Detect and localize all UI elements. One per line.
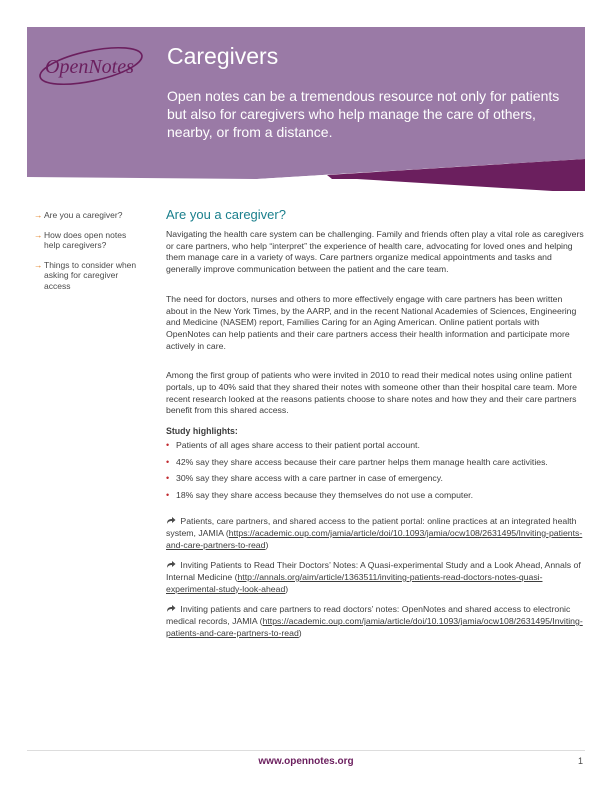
opennotes-logo[interactable] — [37, 41, 145, 91]
share-arrow-icon — [166, 560, 176, 569]
bullet-icon: • — [166, 456, 170, 467]
list-item-text: 30% say they share access with a care partner in case of emergency. — [176, 473, 443, 484]
list-item-text: Patients of all ages share access to their patient portal account. — [176, 440, 420, 451]
page-number: 1 — [578, 756, 584, 766]
study-highlights-title: Study highlights: — [166, 426, 238, 437]
reference-link[interactable]: https://academic.oup.com/jamia/article/doi/10.1093/jamia/ocw108/2631495/Inviting-patients-and-care-partners-to-read — [166, 527, 583, 550]
footer-website-link[interactable]: www.opennotes.org — [258, 756, 354, 767]
share-arrow-icon — [166, 516, 176, 525]
sidebar-item-are-you-a-caregiver[interactable] — [34, 210, 144, 221]
list-item-text: 18% say they share access because they themselves do not use a computer. — [176, 489, 473, 500]
footer-divider — [27, 750, 585, 751]
sidebar-item-label: Are you a caregiver? — [44, 210, 123, 220]
svg-text:OpenNotes: OpenNotes — [45, 56, 134, 78]
bullet-icon: • — [166, 489, 170, 500]
list-item — [166, 457, 584, 469]
paragraph: Navigating the health care system can be challenging. Family and friends often play a vital role as caregivers or care partners, who help “interpret” the experience of health care, advocating for loved ones and helping them manage care in a variety of ways. Care partners organize medical appointments and tasks and generally improve communication between the patient and the care team. — [166, 229, 584, 275]
references — [166, 516, 584, 639]
reference-close: ) — [265, 539, 269, 550]
arrow-right-icon: → — [34, 259, 43, 270]
paragraph: The need for doctors, nurses and others to more effectively engage with care partners has been written about in the New York Times, by the AARP, and in the recent National Academies of Sciences, Engineering and Medicine (NASEM) report, Families Caring for an Aging American. Online patient portals with OpenNotes can help patients and their care partners access their health information and participate more actively in care. — [166, 293, 577, 351]
arrow-right-icon: → — [34, 210, 43, 220]
list-item — [166, 490, 584, 502]
main-content — [166, 207, 584, 648]
list-item — [166, 440, 584, 452]
sidebar-item-how-open-notes-help[interactable] — [34, 230, 144, 251]
list-item-text: 42% say they share access because their care partner helps them manage health care activities. — [176, 456, 548, 467]
section-heading: Are you a caregiver? — [166, 207, 286, 222]
intro-text: Open notes can be a tremendous resource not only for patients but also for caregivers who help manage the care of others, nearby, or from a distance. — [167, 88, 560, 140]
bullet-icon: • — [166, 440, 170, 451]
bullet-icon: • — [166, 473, 170, 484]
sidebar-nav — [34, 210, 144, 300]
paragraph: Among the first group of patients who were invited in 2010 to read their medical notes using online patient portals, up to 40% said that they shared their notes with someone other than their hospital care team. More recent research looked at the reasons patients choose to share notes and how they and their care partners benefit from this shared access. — [166, 370, 577, 416]
reference-close: ) — [298, 627, 302, 638]
reference-text: Inviting Patients to Read Their Doctors’ Notes: A Quasi-experimental Study and a Look Ahead, Annals of Internal Medicine ( — [166, 560, 581, 582]
share-arrow-icon — [166, 604, 176, 613]
sidebar-item-things-to-consider[interactable] — [34, 260, 144, 292]
reference-text: Patients, care partners, and shared access to the patient portal: online practices at an integrated health system, JAMIA ( — [166, 516, 577, 538]
study-highlights-list — [166, 440, 584, 501]
page-title: Caregivers — [167, 43, 279, 69]
reference-close: ) — [285, 583, 289, 594]
arrow-right-icon: → — [34, 229, 43, 240]
reference-link[interactable]: https://academic.oup.com/jamia/article/doi/10.1093/jamia/ocw108/2631495/Inviting-patients-and-care-partners-to-read — [166, 616, 583, 638]
reference-link[interactable]: http://annals.org/aim/article/1363511/inviting-patients-read-doctors-notes-quasi-experimental-study-look-ahead — [166, 571, 543, 594]
reference-text: Inviting patients and care partners to read doctors’ notes: OpenNotes and shared access to electronic medical records, JAMIA ( — [166, 604, 571, 627]
list-item — [166, 473, 584, 485]
reference-item — [166, 516, 584, 551]
reference-item — [166, 604, 584, 639]
sidebar-item-label: Things to consider when asking for caregiver access — [44, 259, 137, 291]
header-banner — [27, 27, 585, 193]
sidebar-item-label: How does open notes help caregivers? — [44, 229, 127, 250]
reference-item — [166, 560, 584, 595]
